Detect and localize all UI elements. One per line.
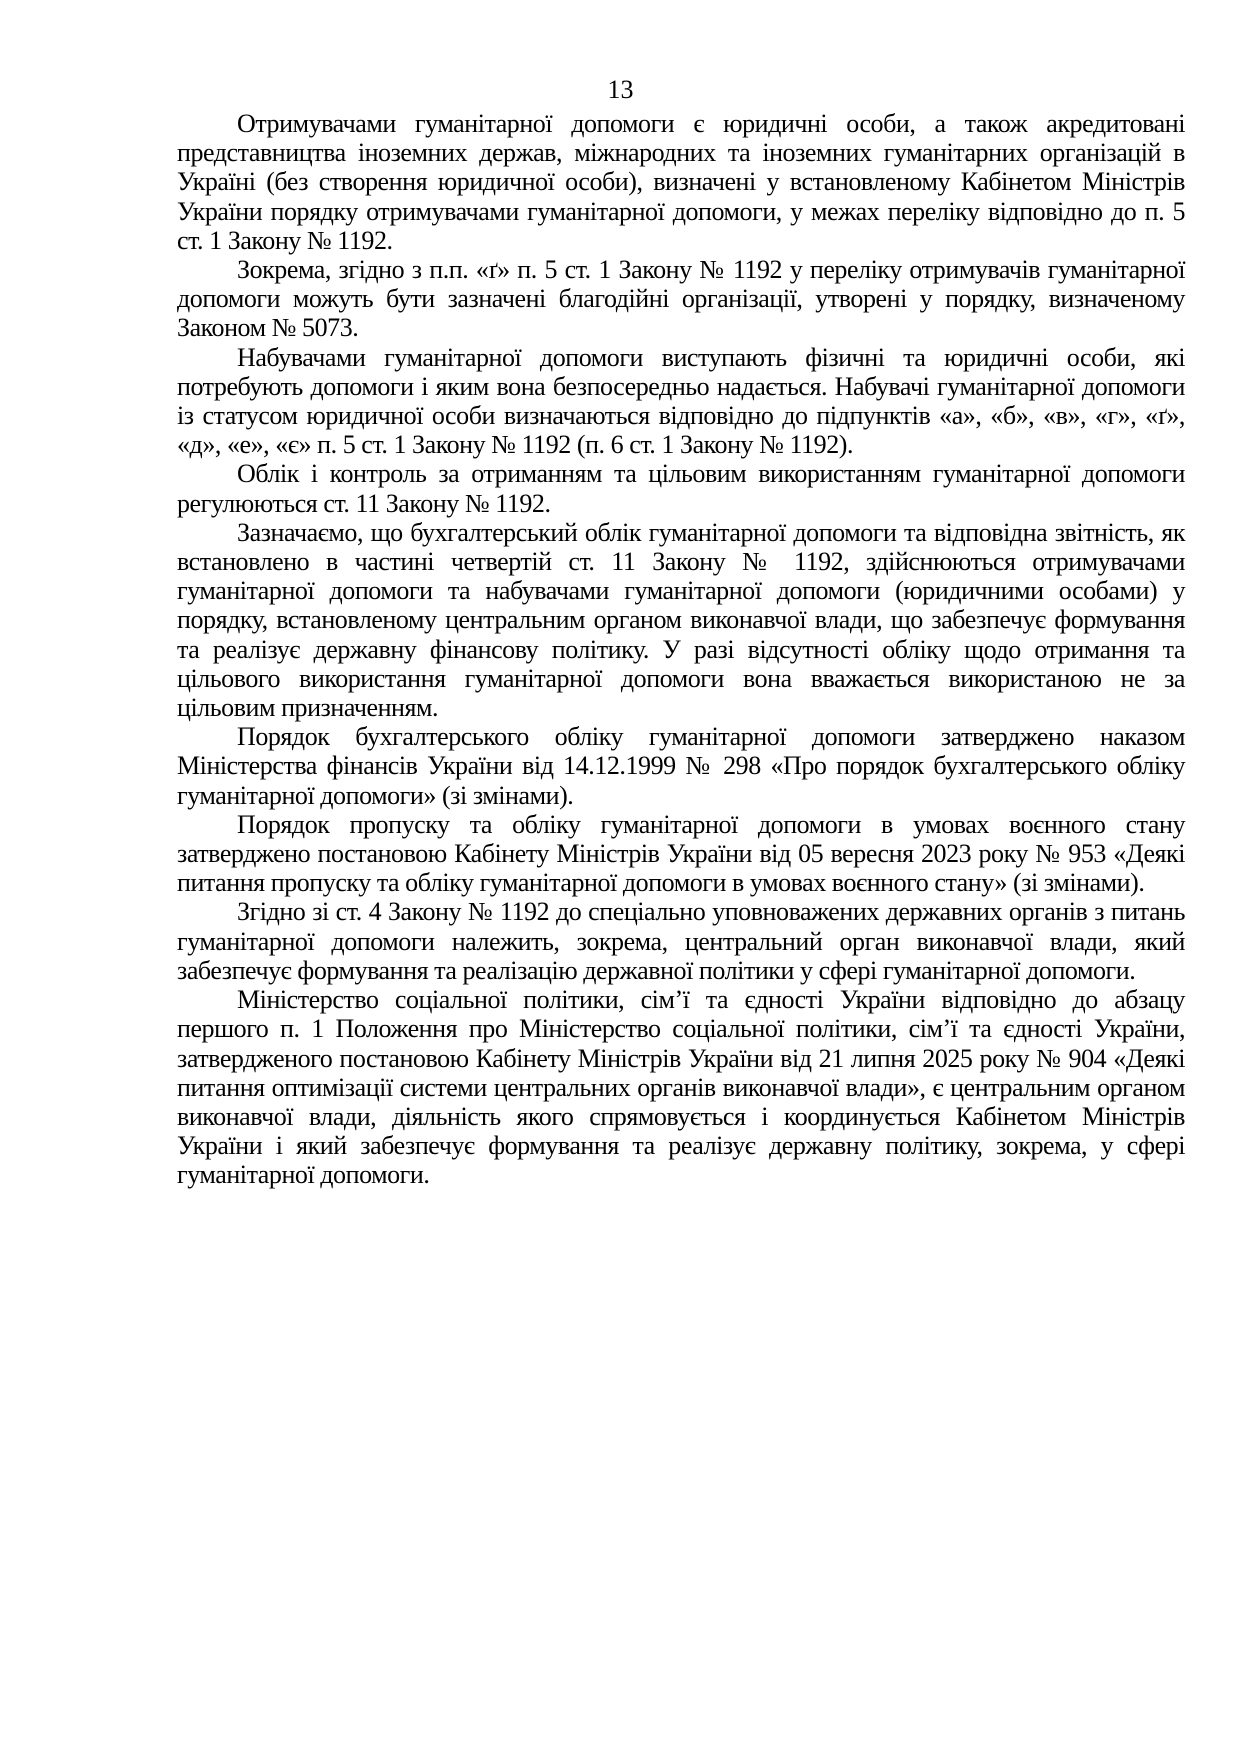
paragraph-accounting-reporting: Зазначаємо, що бухгалтерський облік гуманітарної допомоги та відповідна звітність, як встановлено в частині четвертій ст. 11 Закону № 1192, здійснюються отримувачами гуманітарної допомоги та набувачами гуманітарної допомоги (юридичними особами) у порядку, встановленому центральним органом виконавчої влади, що забезпечує формування та реалізує державну фінансову політику. У разі відсутності обліку щодо отримання та цільового використання гуманітарної допомоги вона вважається використаною не за цільовим призначенням. — [177, 517, 1185, 723]
document-body — [177, 109, 1185, 1190]
paragraph-acquirers: Набувачами гуманітарної допомоги виступають фізичні та юридичні особи, які потребують допомоги і яким вона безпосередньо надається. Набувачі гуманітарної допомоги із статусом юридичної особи визначаються відповідно до підпунктів «а», «б», «в», «г», «ґ», «д», «е», «є» п. 5 ст. 1 Закону № 1192 (п. 6 ст. 1 Закону № 1192). — [177, 342, 1185, 460]
paragraph-accounting-control: Облік і контроль за отриманням та цільовим використанням гуманітарної допомоги регулюються ст. 11 Закону № 1192. — [177, 459, 1185, 518]
paragraph-recipients: Отримувачами гуманітарної допомоги є юридичні особи, а також акредитовані представництва іноземних держав, міжнародних та іноземних гуманітарних організацій в Україні (без створення юридичної особи), визначені у встановленому Кабінетом Міністрів України порядку отримувачами гуманітарної допомоги, у межах переліку відповідно до п. 5 ст. 1 Закону № 1192. — [177, 109, 1185, 255]
page-number: 13 — [607, 75, 634, 104]
paragraph-charitable-organizations: Зокрема, згідно з п.п. «ґ» п. 5 ст. 1 Закону № 1192 у переліку отримувачів гуманітарної допомоги можуть бути зазначені благодійні організації, утворені у порядку, визначеному Законом № 5073. — [177, 255, 1185, 343]
paragraph-authorized-bodies: Згідно зі ст. 4 Закону № 1192 до спеціально уповноважених державних органів з питань гуманітарної допомоги належить, зокрема, центральний орган виконавчої влади, який забезпечує формування та реалізацію державної політики у сфері гуманітарної допомоги. — [177, 897, 1185, 985]
paragraph-ministry: Міністерство соціальної політики, сім’ї та єдності України відповідно до абзацу першого п. 1 Положення про Міністерство соціальної політики, сім’ї та єдності України, затвердженого постановою Кабінету Міністрів України від 21 липня 2025 року № 904 «Деякі питання оптимізації системи центральних органів виконавчої влади», є центральним органом виконавчої влади, діяльність якого спрямовується і координується Кабінетом Міністрів України і який забезпечує формування та реалізує державну політику, зокрема, у сфері гуманітарної допомоги. — [177, 985, 1185, 1190]
paragraph-martial-law-procedure: Порядок пропуску та обліку гуманітарної допомоги в умовах воєнного стану затверджено постановою Кабінету Міністрів України від 05 вересня 2023 року № 953 «Деякі питання пропуску та обліку гуманітарної допомоги в умовах воєнного стану» (зі змінами). — [177, 809, 1185, 898]
paragraph-accounting-procedure: Порядок бухгалтерського обліку гуманітарної допомоги затверджено наказом Міністерства фінансів України від 14.12.1999 № 298 «Про порядок бухгалтерського обліку гуманітарної допомоги» (зі змінами). — [177, 722, 1185, 810]
